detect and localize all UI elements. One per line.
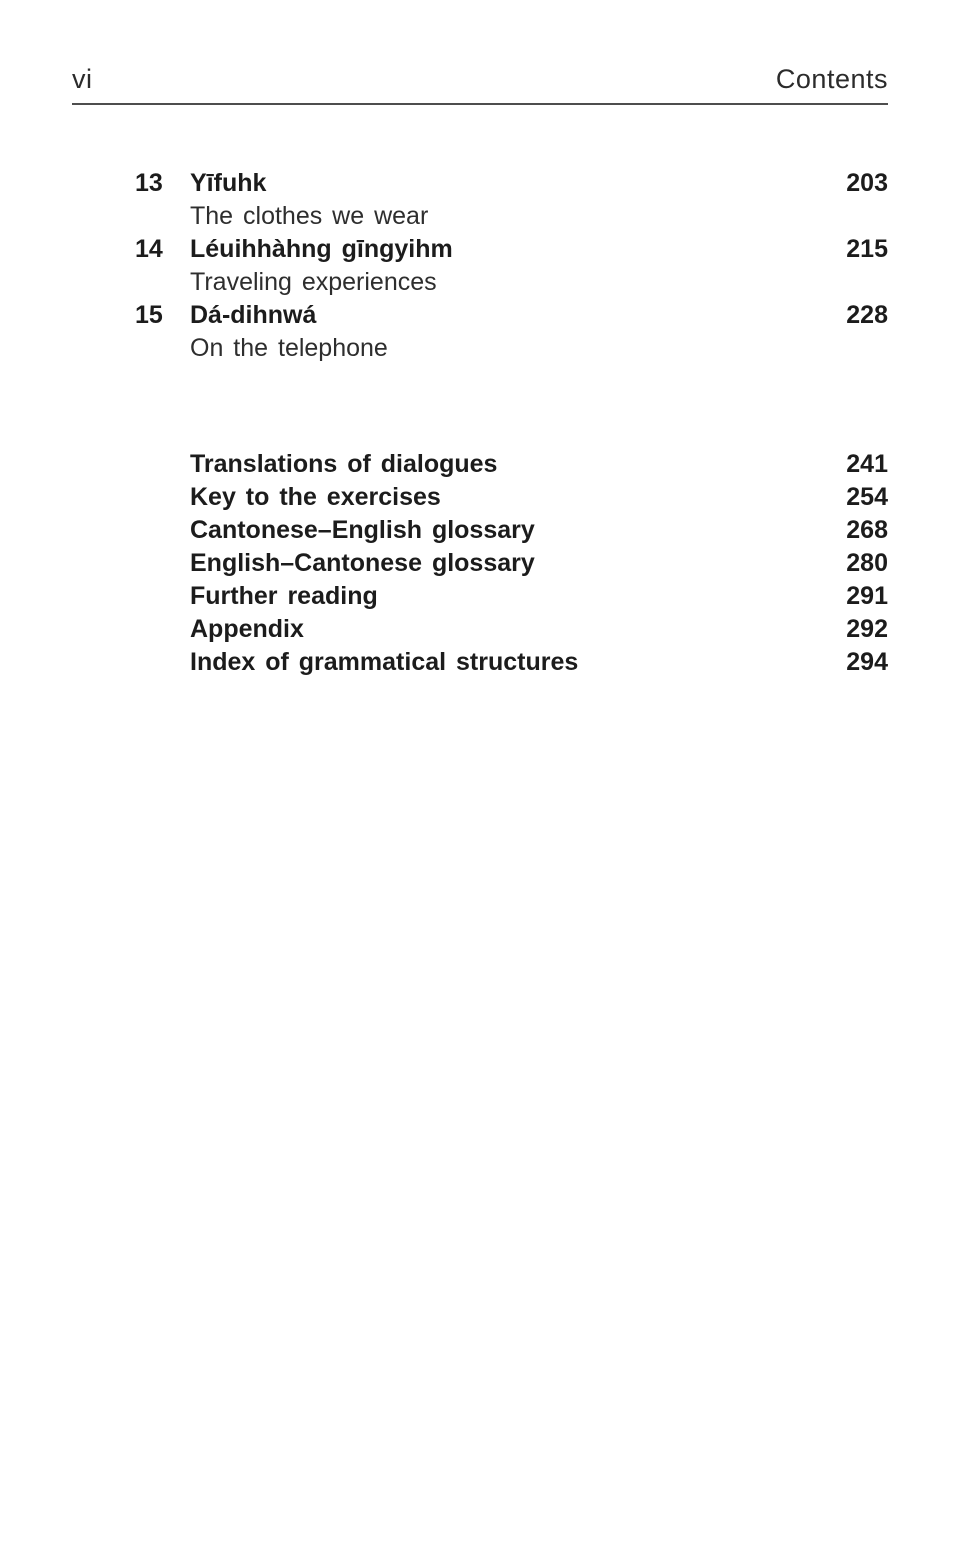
back-matter-page-number: 280 bbox=[846, 549, 888, 577]
toc-back-matter-entry bbox=[72, 481, 888, 514]
back-matter-page-number: 268 bbox=[846, 516, 888, 544]
back-matter-title: Index of grammatical structures bbox=[190, 648, 579, 676]
back-matter-title: English–Cantonese glossary bbox=[190, 549, 535, 577]
back-matter-title: Key to the exercises bbox=[190, 483, 441, 511]
back-matter-title: Appendix bbox=[190, 615, 304, 643]
chapter-subtitle: On the telephone bbox=[190, 334, 388, 362]
toc-chapter-entry bbox=[72, 233, 888, 299]
chapter-number: 14 bbox=[135, 235, 163, 263]
toc-back-matter-entry bbox=[72, 646, 888, 679]
toc-back-matter-entry bbox=[72, 580, 888, 613]
back-matter-page-number: 241 bbox=[846, 450, 888, 478]
toc-chapter-entry bbox=[72, 299, 888, 365]
chapter-page-number: 215 bbox=[846, 235, 888, 263]
back-matter-title: Cantonese–English glossary bbox=[190, 516, 535, 544]
chapter-list bbox=[72, 167, 888, 365]
toc-back-matter-entry bbox=[72, 448, 888, 481]
chapter-number: 15 bbox=[135, 301, 163, 329]
running-head-title: Contents bbox=[775, 64, 888, 94]
back-matter-title: Translations of dialogues bbox=[190, 450, 498, 478]
back-matter-page-number: 291 bbox=[846, 582, 888, 610]
page-header bbox=[72, 0, 888, 95]
toc-chapter-entry bbox=[72, 167, 888, 233]
back-matter-page-number: 254 bbox=[846, 483, 888, 511]
toc-back-matter-entry bbox=[72, 514, 888, 547]
chapter-page-number: 228 bbox=[846, 301, 888, 329]
back-matter-title: Further reading bbox=[190, 582, 378, 610]
toc-back-matter-entry bbox=[72, 547, 888, 580]
chapter-title: Léuihhàhng gīngyihm bbox=[190, 235, 453, 263]
chapter-subtitle: The clothes we wear bbox=[190, 202, 429, 230]
chapter-title: Yīfuhk bbox=[190, 169, 267, 197]
back-matter-list bbox=[72, 448, 888, 679]
chapter-page-number: 203 bbox=[846, 169, 888, 197]
back-matter-page-number: 292 bbox=[846, 615, 888, 643]
toc-back-matter-entry bbox=[72, 613, 888, 646]
chapter-title: Dá-dihnwá bbox=[190, 301, 317, 329]
page-folio: vi bbox=[72, 64, 93, 94]
table-of-contents bbox=[72, 105, 888, 679]
chapter-subtitle: Traveling experiences bbox=[190, 268, 437, 296]
back-matter-page-number: 294 bbox=[846, 648, 888, 676]
chapter-number: 13 bbox=[135, 169, 163, 197]
